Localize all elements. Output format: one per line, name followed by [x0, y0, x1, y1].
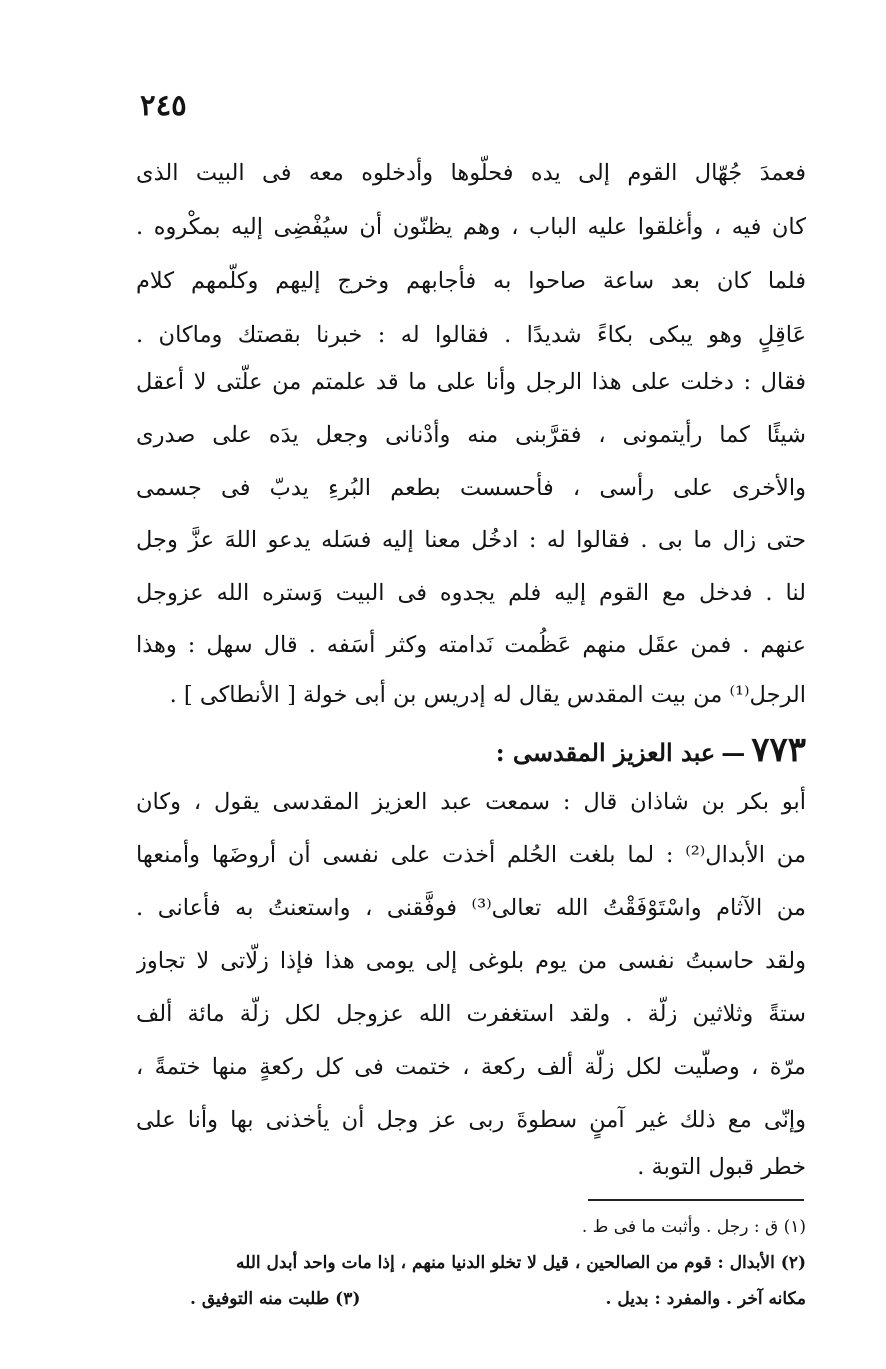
footnote-divider [588, 1199, 804, 1201]
text-line: من الأبدال⁽²⁾ : لما بلغت الحُلم أخذت على نفسى أن أروضَها وأمنعها [136, 842, 806, 868]
entry-title: عبد العزيز المقدسى : [495, 738, 716, 767]
text-line: وإنّى مع ذلك غير آمنٍ سطوةَ ربى عز وجل أن يأخذنى بها وأنا على [136, 1107, 806, 1133]
text-line: الرجل⁽¹⁾ من بيت المقدس يقال له إدريس بن أبى خولة [ الأنطاكى ] . [169, 682, 806, 708]
footnote-2-continuation: مكانه آخر . والمفرد : بديل . [605, 1289, 806, 1309]
text-line: لنا . فدخل مع القوم إليه فلم يجدوه فى البيت وَستره الله عزوجل [136, 580, 806, 606]
entry-number: ٧٧٣ [751, 730, 806, 770]
footnote-2: (٢) الأبدال : قوم من الصالحين ، قيل لا تخلو الدنيا منهم ، إذا مات واحد أبدل الله [235, 1253, 806, 1273]
text-line: فعمدَ جُهّال القوم إلى يده فحلّوها وأدخلوه معه فى البيت الذى [136, 160, 806, 186]
text-line: من الآثام واسْتَوْفَقْتُ الله تعالى⁽³⁾ فوفَّقنى ، واستعنتُ به فأعانى . [136, 895, 806, 921]
entry-dash: — [721, 738, 746, 767]
text-line: مرّة ، وصلّيت لكل زلّة ألف ركعة ، ختمت فى كل ركعةٍ منها ختمةً ، [136, 1054, 806, 1080]
text-line: فقال : دخلت على هذا الرجل وأنا على ما قد علمتم من علّتى لا أعقل [136, 369, 806, 395]
text-line: أبو بكر بن شاذان قال : سمعت عبد العزيز المقدسى يقول ، وكان [136, 789, 806, 815]
text-line: خطر قبول التوبة . [637, 1154, 806, 1180]
footnote-row [130, 1283, 806, 1316]
footnote-3: (٣) طلبت منه التوفيق . [190, 1289, 361, 1309]
text-line: ستةً وثلاثين زلّة . ولقد استغفرت الله عزوجل لكل زلّة مائة ألف [136, 1001, 806, 1027]
text-line: حتى زال ما بى . فقالوا له : ادخُل معنا إليه فسَله يدعو اللهَ عزَّ وجل [136, 527, 806, 553]
page-number: ٢٤٥ [140, 88, 187, 122]
text-line: كان فيه ، وأغلقوا عليه الباب ، وهم يظنّون أن سيُفْضِى إليه بمكْروه . [136, 214, 806, 240]
footnote-1: (١) ق : رجل . وأثبت ما فى ط . [581, 1217, 806, 1237]
text-line: عنهم . فمن عقَل منهم عَظُمت نَدامته وكثر أسَفه . قال سهل : وهذا [136, 632, 806, 658]
text-line: ولقد حاسبتُ نفسى من يوم بلوغى إلى يومى هذا فإذا زلّاتى لا تجاوز [136, 948, 806, 974]
text-line: فلما كان بعد ساعة صاحوا به فأجابهم وخرج إليهم وكلّمهم كلام [136, 268, 806, 294]
text-line: شيئًا كما رأيتمونى ، فقرَّبنى منه وأدْنانى وجعل يدَه على صدرى [136, 422, 806, 448]
text-line: عَاقِلٍ وهو يبكى بكاءً شديدًا . فقالوا له : خبرنا بقصتك وماكان . [136, 322, 806, 348]
entry-heading [136, 723, 806, 777]
text-line: والأخرى على رأسى ، فأحسست بطعم البُرءِ يدبّ فى جسمى [136, 475, 806, 501]
